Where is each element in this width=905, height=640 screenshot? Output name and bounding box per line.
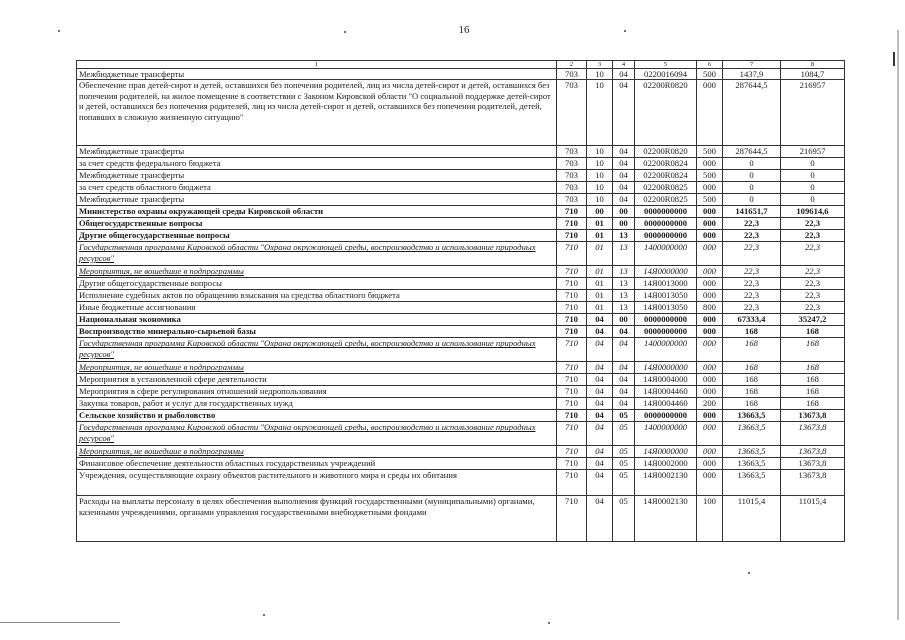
table-row: [77, 80, 845, 146]
table-row: [77, 218, 845, 230]
row-target-article: 14Я0000000: [635, 446, 697, 458]
scan-speck: [748, 572, 750, 574]
row-subsection-code: 04: [613, 158, 635, 170]
row-amount-col7: 168: [723, 386, 781, 398]
row-amount-col8: 168: [781, 326, 845, 338]
row-subsection-code: 04: [613, 338, 635, 362]
table-row: [77, 338, 845, 362]
row-target-article: 0000000000: [635, 230, 697, 242]
row-ved-code: 710: [557, 266, 587, 278]
row-target-article: 14Я0004460: [635, 398, 697, 410]
row-expense-type: 000: [697, 422, 723, 446]
table-row: [77, 314, 845, 326]
row-subsection-code: 04: [613, 362, 635, 374]
row-target-article: 14Я0013050: [635, 290, 697, 302]
row-section-code: 04: [587, 386, 613, 398]
row-ved-code: 710: [557, 446, 587, 458]
row-ved-code: 710: [557, 374, 587, 386]
row-name: за счет средств областного бюджета: [77, 182, 557, 194]
row-section-code: 10: [587, 194, 613, 206]
row-section-code: 04: [587, 362, 613, 374]
scan-footer-line: [0, 622, 120, 623]
row-ved-code: 710: [557, 470, 587, 496]
row-ved-code: 703: [557, 69, 587, 80]
row-subsection-code: 04: [613, 146, 635, 158]
row-amount-col7: 22,3: [723, 218, 781, 230]
row-section-code: 01: [587, 278, 613, 290]
row-amount-col7: 287644,5: [723, 146, 781, 158]
row-target-article: 0000000000: [635, 218, 697, 230]
row-name: Воспроизводство минерально-сырьевой базы: [77, 326, 557, 338]
table-row: [77, 302, 845, 314]
row-target-article: 02200R0824: [635, 158, 697, 170]
row-target-article: 02200R0820: [635, 146, 697, 158]
row-subsection-code: 05: [613, 458, 635, 470]
table-row: [77, 170, 845, 182]
row-subsection-code: 13: [613, 242, 635, 266]
row-amount-col8: 22,3: [781, 230, 845, 242]
row-amount-col7: 13663,5: [723, 446, 781, 458]
row-expense-type: 000: [697, 326, 723, 338]
row-target-article: 14Я0002130: [635, 496, 697, 542]
row-ved-code: 710: [557, 218, 587, 230]
table-row: [77, 458, 845, 470]
row-section-code: 01: [587, 242, 613, 266]
row-amount-col7: 168: [723, 326, 781, 338]
row-subsection-code: 05: [613, 410, 635, 422]
row-amount-col7: 13663,5: [723, 410, 781, 422]
row-ved-code: 710: [557, 362, 587, 374]
table-row: [77, 230, 845, 242]
row-subsection-code: 13: [613, 230, 635, 242]
row-amount-col8: 13673,8: [781, 446, 845, 458]
row-expense-type: 800: [697, 302, 723, 314]
row-expense-type: 000: [697, 242, 723, 266]
row-amount-col7: 287644,5: [723, 80, 781, 146]
row-ved-code: 710: [557, 338, 587, 362]
row-expense-type: 000: [697, 446, 723, 458]
row-amount-col8: 168: [781, 362, 845, 374]
scan-speck: [548, 622, 550, 624]
row-name: Межбюджетные трансферты: [77, 146, 557, 158]
row-target-article: 14Я0000000: [635, 362, 697, 374]
row-name: Исполнение судебных актов по обращению взыскания на средства областного бюджета: [77, 290, 557, 302]
row-expense-type: 000: [697, 362, 723, 374]
row-name: Мероприятия, не вошедшие в подпрограммы: [77, 266, 557, 278]
row-ved-code: 710: [557, 458, 587, 470]
row-name: Другие общегосударственные вопросы: [77, 278, 557, 290]
row-expense-type: 000: [697, 80, 723, 146]
table-row: [77, 374, 845, 386]
row-amount-col8: 35247,2: [781, 314, 845, 326]
table-row: [77, 398, 845, 410]
row-subsection-code: 13: [613, 278, 635, 290]
row-name: Межбюджетные трансферты: [77, 170, 557, 182]
scan-speck: [624, 30, 626, 32]
row-amount-col8: 168: [781, 386, 845, 398]
row-ved-code: 710: [557, 398, 587, 410]
row-section-code: 01: [587, 218, 613, 230]
row-expense-type: 000: [697, 386, 723, 398]
row-subsection-code: 13: [613, 302, 635, 314]
row-subsection-code: 05: [613, 496, 635, 542]
row-section-code: 04: [587, 422, 613, 446]
table-row: [77, 242, 845, 266]
table-row: [77, 362, 845, 374]
row-name: Национальная экономика: [77, 314, 557, 326]
header-cell: 2: [557, 61, 587, 69]
row-expense-type: 000: [697, 278, 723, 290]
row-subsection-code: 05: [613, 446, 635, 458]
scan-speck: [58, 30, 60, 32]
row-target-article: 14Я0002130: [635, 470, 697, 496]
row-amount-col8: 168: [781, 398, 845, 410]
row-expense-type: 200: [697, 398, 723, 410]
row-amount-col8: 13673,8: [781, 410, 845, 422]
row-amount-col8: 22,3: [781, 266, 845, 278]
row-subsection-code: 04: [613, 386, 635, 398]
row-amount-col7: 168: [723, 398, 781, 410]
row-section-code: 01: [587, 266, 613, 278]
row-expense-type: 000: [697, 230, 723, 242]
row-target-article: 02200R0824: [635, 170, 697, 182]
row-name: Государственная программа Кировской области "Охрана окружающей среды, воспроизводство и использование природных ресурсов": [77, 422, 557, 446]
row-section-code: 01: [587, 302, 613, 314]
row-name: Учреждения, осуществляющие охрану объектов растительного и животного мира и среды их обитания: [77, 470, 557, 496]
header-cell: 1: [77, 61, 557, 69]
table-row: [77, 69, 845, 80]
row-target-article: 0220016094: [635, 69, 697, 80]
row-amount-col8: 168: [781, 374, 845, 386]
row-amount-col8: 216957: [781, 80, 845, 146]
table-row: [77, 290, 845, 302]
row-amount-col7: 1437,9: [723, 69, 781, 80]
page-number: 16: [458, 24, 470, 36]
header-cell: 8: [781, 61, 845, 69]
row-name: Иные бюджетные ассигнования: [77, 302, 557, 314]
row-section-code: 04: [587, 410, 613, 422]
table-row: [77, 266, 845, 278]
row-target-article: 0000000000: [635, 206, 697, 218]
row-amount-col8: 22,3: [781, 218, 845, 230]
row-expense-type: 000: [697, 470, 723, 496]
row-section-code: 10: [587, 69, 613, 80]
row-amount-col8: 1084,7: [781, 69, 845, 80]
row-amount-col7: 22,3: [723, 278, 781, 290]
row-target-article: 1400000000: [635, 338, 697, 362]
row-section-code: 04: [587, 398, 613, 410]
row-amount-col8: 22,3: [781, 290, 845, 302]
row-name: Государственная программа Кировской области "Охрана окружающей среды, воспроизводство и использование природных ресурсов": [77, 338, 557, 362]
row-section-code: 10: [587, 146, 613, 158]
row-expense-type: 000: [697, 410, 723, 422]
row-subsection-code: 04: [613, 398, 635, 410]
row-expense-type: 500: [697, 146, 723, 158]
row-expense-type: 500: [697, 194, 723, 206]
row-amount-col8: 0: [781, 170, 845, 182]
row-ved-code: 703: [557, 194, 587, 206]
table-row: [77, 446, 845, 458]
row-name: Общегосударственные вопросы: [77, 218, 557, 230]
row-target-article: 14Я0004460: [635, 386, 697, 398]
row-ved-code: 710: [557, 230, 587, 242]
table-row: [77, 410, 845, 422]
row-name: Мероприятия, не вошедшие в подпрограммы: [77, 362, 557, 374]
row-expense-type: 000: [697, 314, 723, 326]
row-ved-code: 710: [557, 422, 587, 446]
row-amount-col7: 22,3: [723, 266, 781, 278]
row-target-article: 14Я0002000: [635, 458, 697, 470]
row-name: Мероприятия, не вошедшие в подпрограммы: [77, 446, 557, 458]
row-amount-col7: 22,3: [723, 230, 781, 242]
row-amount-col7: 22,3: [723, 302, 781, 314]
row-section-code: 10: [587, 182, 613, 194]
row-expense-type: 000: [697, 458, 723, 470]
table-row: [77, 206, 845, 218]
row-name: Государственная программа Кировской области "Охрана окружающей среды, воспроизводство и использование природных ресурсов": [77, 242, 557, 266]
row-target-article: 02200R0820: [635, 80, 697, 146]
table-row: [77, 470, 845, 496]
row-name: Мероприятия в установленной сфере деятельности: [77, 374, 557, 386]
row-expense-type: 000: [697, 290, 723, 302]
row-expense-type: 100: [697, 496, 723, 542]
table-row: [77, 182, 845, 194]
header-cell: 3: [587, 61, 613, 69]
row-ved-code: 710: [557, 314, 587, 326]
row-amount-col8: 0: [781, 194, 845, 206]
row-expense-type: 000: [697, 218, 723, 230]
header-cell: 5: [635, 61, 697, 69]
table-row: [77, 146, 845, 158]
row-amount-col7: 13663,5: [723, 458, 781, 470]
row-ved-code: 703: [557, 146, 587, 158]
row-expense-type: 000: [697, 338, 723, 362]
row-target-article: 14Я0004000: [635, 374, 697, 386]
row-section-code: 04: [587, 338, 613, 362]
row-name: Межбюджетные трансферты: [77, 69, 557, 80]
scan-speck: [263, 614, 265, 616]
row-name: за счет средств федерального бюджета: [77, 158, 557, 170]
row-subsection-code: 00: [613, 314, 635, 326]
row-amount-col8: 109614,6: [781, 206, 845, 218]
row-ved-code: 710: [557, 302, 587, 314]
row-target-article: 0000000000: [635, 410, 697, 422]
row-expense-type: 000: [697, 158, 723, 170]
row-subsection-code: 05: [613, 422, 635, 446]
row-subsection-code: 13: [613, 266, 635, 278]
row-section-code: 04: [587, 374, 613, 386]
row-amount-col8: 168: [781, 338, 845, 362]
row-subsection-code: 04: [613, 326, 635, 338]
scan-edge: [897, 30, 899, 620]
row-subsection-code: 04: [613, 69, 635, 80]
row-section-code: 00: [587, 206, 613, 218]
row-section-code: 01: [587, 230, 613, 242]
row-name: Мероприятия в сфере регулирования отношений недропользования: [77, 386, 557, 398]
row-expense-type: 500: [697, 69, 723, 80]
row-amount-col8: 22,3: [781, 302, 845, 314]
row-amount-col7: 141651,7: [723, 206, 781, 218]
row-amount-col7: 67333,4: [723, 314, 781, 326]
row-expense-type: 500: [697, 170, 723, 182]
row-subsection-code: 00: [613, 206, 635, 218]
row-amount-col8: 13673,8: [781, 422, 845, 446]
row-ved-code: 710: [557, 290, 587, 302]
row-subsection-code: 04: [613, 194, 635, 206]
row-name: Другие общегосударственные вопросы: [77, 230, 557, 242]
row-amount-col8: 216957: [781, 146, 845, 158]
row-ved-code: 703: [557, 80, 587, 146]
row-target-article: 02200R0825: [635, 194, 697, 206]
scan-speck: [344, 31, 346, 33]
row-name: Обеспечение прав детей-сирот и детей, оставшихся без попечения родителей, лиц из числа детей-сирот и детей, оставшихся без попечения родителей, на жилое помещение в соответствии с Законом Кировской области "О социальной поддержке детей-сирот и детей, оставшихся без попечения родителей, лиц из числа детей-сирот и детей, оставшихся без попечения родителей, детей, попавших в сложную жизненную ситуацию": [77, 80, 557, 146]
row-amount-col7: 0: [723, 170, 781, 182]
row-target-article: 1400000000: [635, 422, 697, 446]
row-ved-code: 710: [557, 206, 587, 218]
row-section-code: 04: [587, 496, 613, 542]
budget-table: [76, 60, 845, 542]
header-cell: 7: [723, 61, 781, 69]
row-ved-code: 710: [557, 386, 587, 398]
scan-edge-mark: [893, 52, 895, 66]
table-row: [77, 194, 845, 206]
table-row: [77, 326, 845, 338]
row-subsection-code: 00: [613, 218, 635, 230]
row-section-code: 10: [587, 170, 613, 182]
row-target-article: 14Я0000000: [635, 266, 697, 278]
row-ved-code: 710: [557, 410, 587, 422]
table-row: [77, 422, 845, 446]
row-amount-col7: 168: [723, 338, 781, 362]
table-row: [77, 496, 845, 542]
row-amount-col7: 11015,4: [723, 496, 781, 542]
row-name: Министерство охраны окружающей среды Кировской области: [77, 206, 557, 218]
header-cell: 4: [613, 61, 635, 69]
row-amount-col7: 13663,5: [723, 422, 781, 446]
row-name: Закупка товаров, работ и услуг для государственных нужд: [77, 398, 557, 410]
row-expense-type: 000: [697, 374, 723, 386]
row-section-code: 10: [587, 158, 613, 170]
row-amount-col8: 22,3: [781, 278, 845, 290]
table-row: [77, 158, 845, 170]
row-amount-col7: 22,3: [723, 242, 781, 266]
row-subsection-code: 05: [613, 470, 635, 496]
row-amount-col7: 168: [723, 374, 781, 386]
row-section-code: 04: [587, 458, 613, 470]
row-ved-code: 710: [557, 326, 587, 338]
row-ved-code: 703: [557, 170, 587, 182]
table-row: [77, 386, 845, 398]
row-target-article: 14Я0013000: [635, 278, 697, 290]
row-amount-col8: 22,3: [781, 242, 845, 266]
row-name: Расходы на выплаты персоналу в целях обеспечения выполнения функций государственными (муниципальными) органами, казенными учреждениями, органами управления государственными внебюджетными фондами: [77, 496, 557, 542]
header-cell: 6: [697, 61, 723, 69]
row-ved-code: 710: [557, 278, 587, 290]
row-amount-col8: 11015,4: [781, 496, 845, 542]
row-amount-col7: 0: [723, 182, 781, 194]
row-section-code: 01: [587, 290, 613, 302]
row-subsection-code: 04: [613, 182, 635, 194]
table-header-row: [77, 61, 845, 69]
row-ved-code: 703: [557, 182, 587, 194]
row-ved-code: 710: [557, 496, 587, 542]
row-subsection-code: 13: [613, 290, 635, 302]
row-amount-col8: 13673,8: [781, 470, 845, 496]
row-section-code: 04: [587, 470, 613, 496]
row-ved-code: 703: [557, 158, 587, 170]
table-row: [77, 278, 845, 290]
row-subsection-code: 04: [613, 80, 635, 146]
row-section-code: 04: [587, 446, 613, 458]
row-amount-col8: 0: [781, 158, 845, 170]
row-section-code: 04: [587, 314, 613, 326]
row-expense-type: 000: [697, 266, 723, 278]
row-target-article: 0000000000: [635, 326, 697, 338]
row-section-code: 04: [587, 326, 613, 338]
row-target-article: 02200R0825: [635, 182, 697, 194]
row-ved-code: 710: [557, 242, 587, 266]
row-target-article: 1400000000: [635, 242, 697, 266]
row-name: Сельское хозяйство и рыболовство: [77, 410, 557, 422]
row-section-code: 10: [587, 80, 613, 146]
row-subsection-code: 04: [613, 374, 635, 386]
row-target-article: 14Я0013050: [635, 302, 697, 314]
row-amount-col8: 0: [781, 182, 845, 194]
row-amount-col8: 13673,8: [781, 458, 845, 470]
row-expense-type: 000: [697, 206, 723, 218]
row-subsection-code: 04: [613, 170, 635, 182]
row-amount-col7: 22,3: [723, 290, 781, 302]
row-expense-type: 000: [697, 182, 723, 194]
row-amount-col7: 168: [723, 362, 781, 374]
row-amount-col7: 0: [723, 158, 781, 170]
row-amount-col7: 13663,5: [723, 470, 781, 496]
row-target-article: 0000000000: [635, 314, 697, 326]
row-name: Финансовое обеспечение деятельности областных государственных учреждений: [77, 458, 557, 470]
row-name: Межбюджетные трансферты: [77, 194, 557, 206]
row-amount-col7: 0: [723, 194, 781, 206]
